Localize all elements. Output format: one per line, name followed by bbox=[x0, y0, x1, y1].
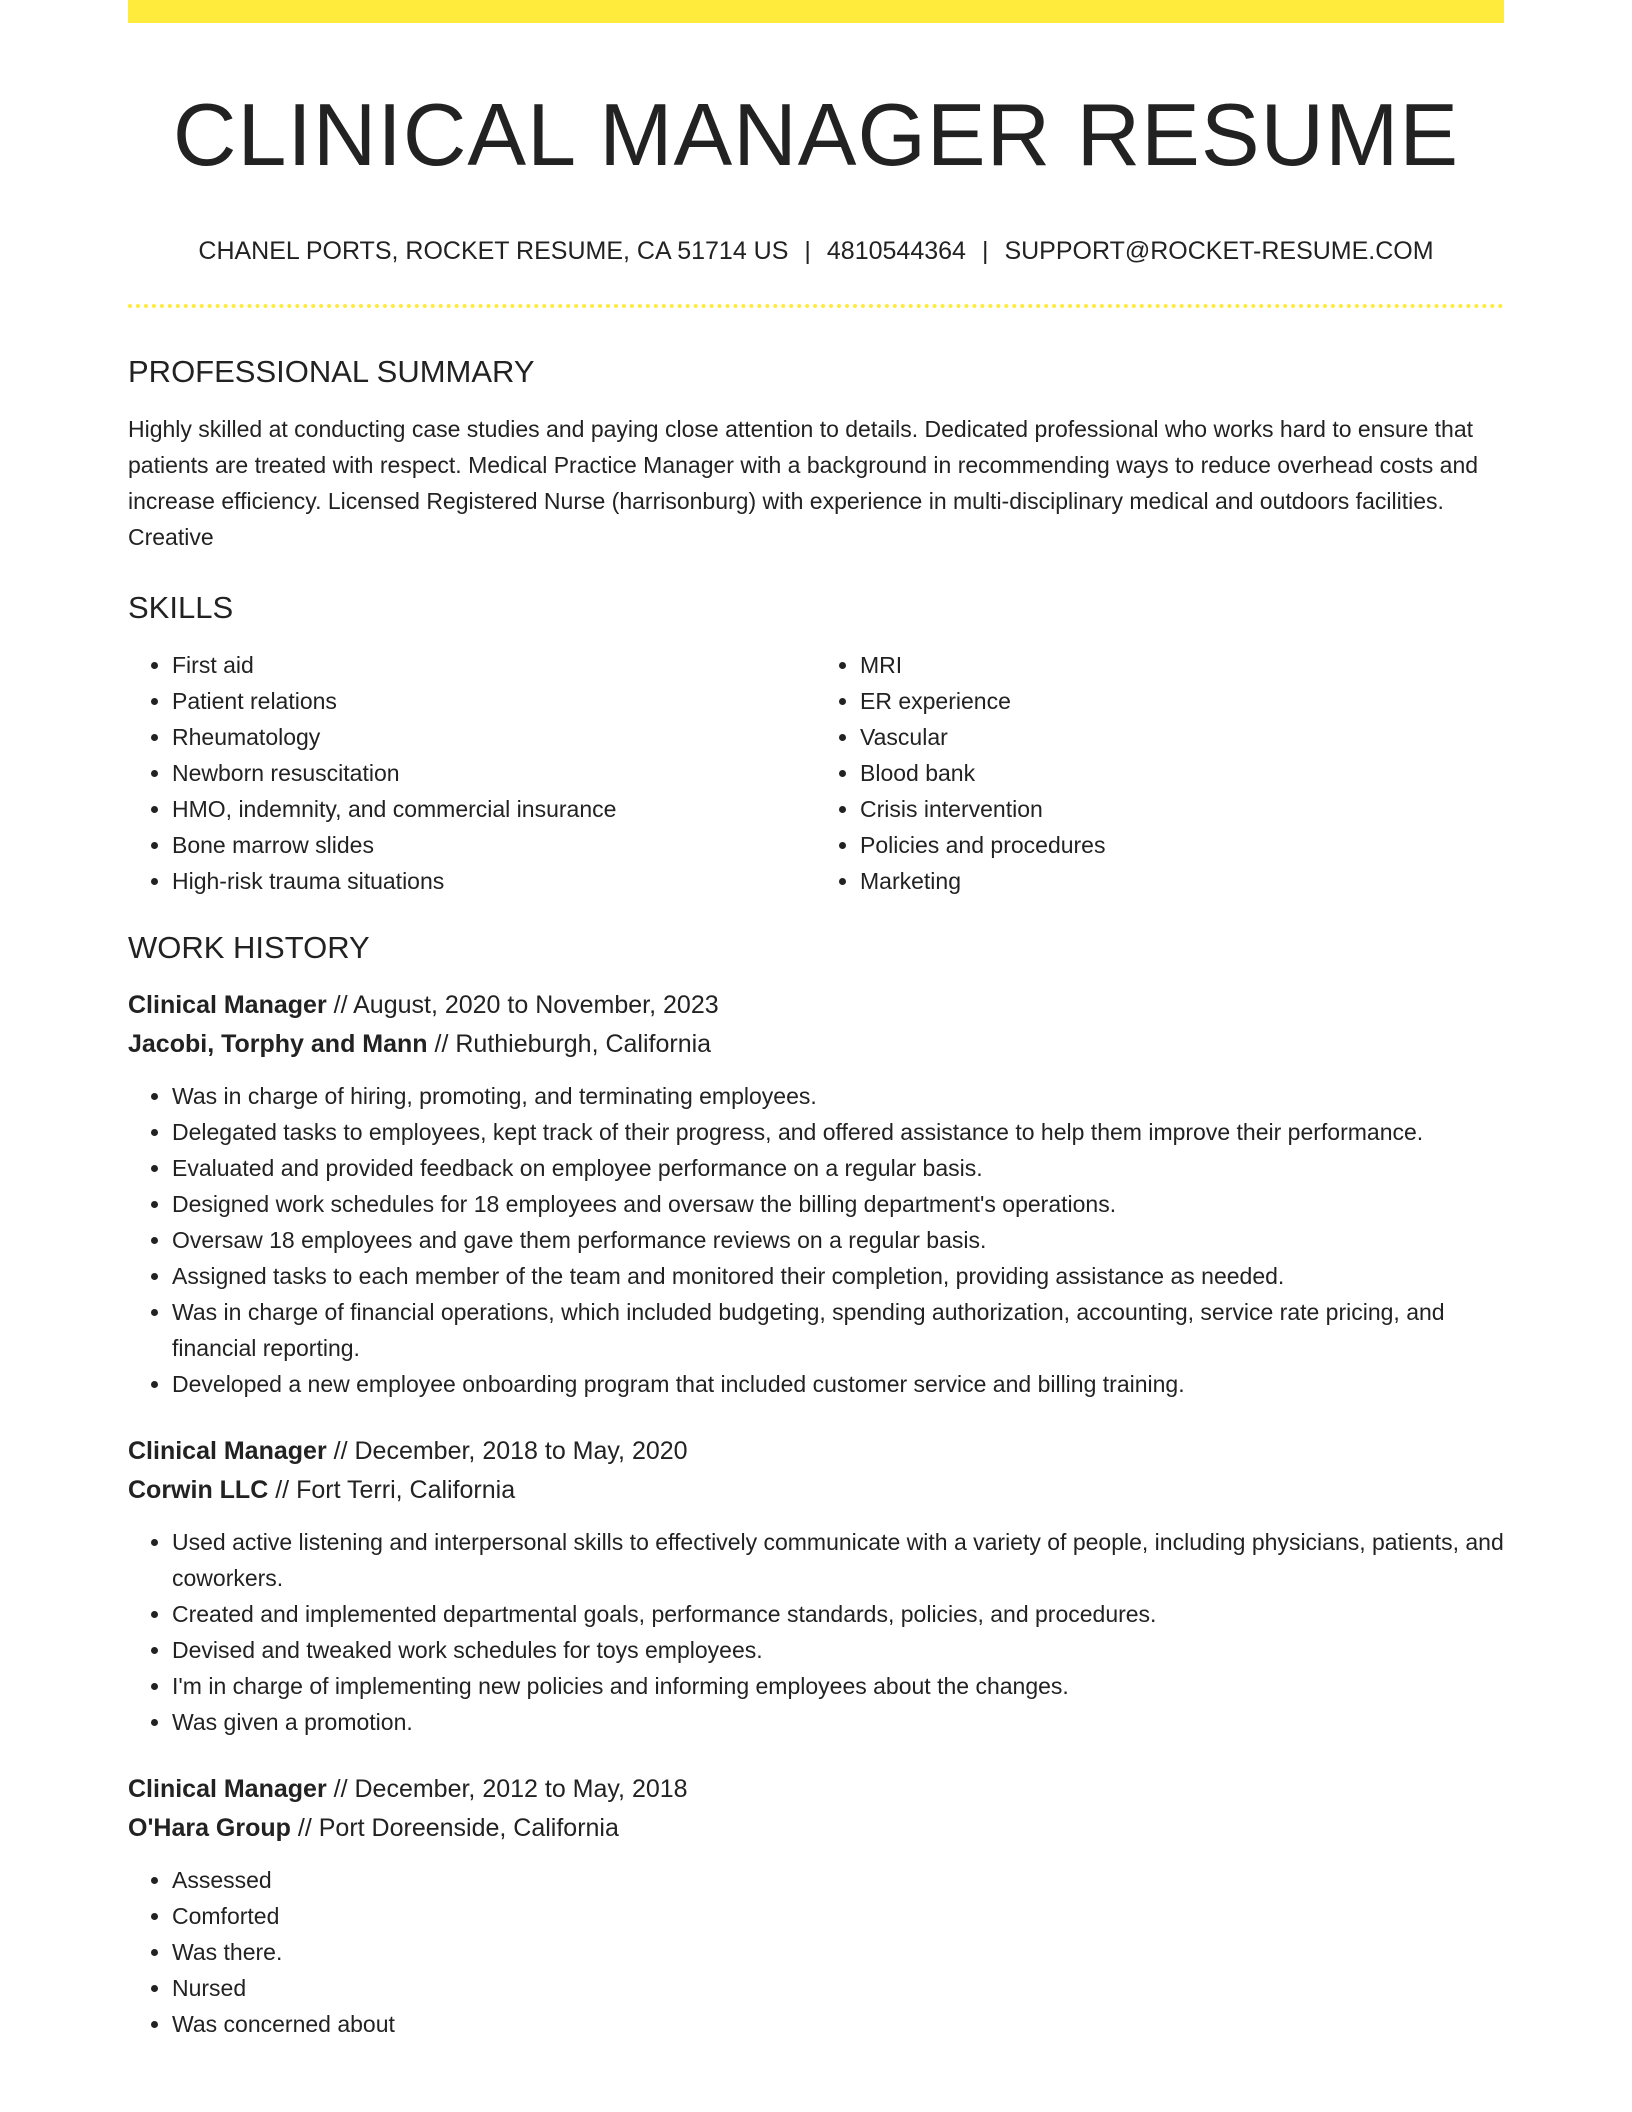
job-title: Clinical Manager bbox=[128, 991, 327, 1020]
job-duties bbox=[128, 1524, 1504, 1740]
skill-item: • Policies and procedures bbox=[860, 827, 1504, 863]
job-dates: December, 2012 to May, 2018 bbox=[354, 1775, 688, 1804]
duty-item: • Nursed bbox=[172, 1970, 1504, 2006]
job-title-line bbox=[128, 986, 1504, 1025]
separator: // bbox=[333, 1437, 348, 1466]
separator: // bbox=[434, 1030, 449, 1059]
job-dates: December, 2018 to May, 2020 bbox=[354, 1437, 688, 1466]
duty-item: • Delegated tasks to employees, kept track of their progress, and offered assistance to help them improve their performance. bbox=[172, 1114, 1504, 1150]
job-location: Ruthieburgh, California bbox=[455, 1030, 712, 1059]
job-company-line bbox=[128, 1809, 1504, 1848]
dotted-divider bbox=[128, 304, 1504, 308]
skill-item: • Crisis intervention bbox=[860, 791, 1504, 827]
resume-page bbox=[128, 0, 1504, 2042]
duty-item: • Developed a new employee onboarding program that included customer service and billing training. bbox=[172, 1366, 1504, 1402]
skill-item: • Vascular bbox=[860, 719, 1504, 755]
skills-heading: SKILLS bbox=[128, 589, 234, 625]
job-entry bbox=[128, 986, 1504, 1402]
job-duties bbox=[128, 1078, 1504, 1402]
work-history-heading: WORK HISTORY bbox=[128, 929, 370, 965]
duty-item: • Assessed bbox=[172, 1862, 1504, 1898]
summary-heading: PROFESSIONAL SUMMARY bbox=[128, 353, 535, 389]
job-company: O'Hara Group bbox=[128, 1814, 291, 1843]
duty-item: • Was there. bbox=[172, 1934, 1504, 1970]
duty-item: • Was in charge of financial operations, which included budgeting, spending authorization, accounting, service rate pricing, and financial reporting. bbox=[172, 1294, 1504, 1366]
duty-item: • I'm in charge of implementing new policies and informing employees about the changes. bbox=[172, 1668, 1504, 1704]
duty-item: • Oversaw 18 employees and gave them performance reviews on a regular basis. bbox=[172, 1222, 1504, 1258]
job-entry bbox=[128, 1770, 1504, 2042]
job-company-line bbox=[128, 1025, 1504, 1064]
job-company-line bbox=[128, 1471, 1504, 1510]
separator: // bbox=[333, 991, 348, 1020]
duty-item: • Comforted bbox=[172, 1898, 1504, 1934]
separator: // bbox=[333, 1775, 348, 1804]
skills-list-left bbox=[128, 647, 816, 899]
duty-item: • Designed work schedules for 18 employees and oversaw the billing department's operations. bbox=[172, 1186, 1504, 1222]
skills-list-right bbox=[816, 647, 1504, 899]
accent-bar bbox=[128, 0, 1504, 23]
contact-email: SUPPORT@ROCKET-RESUME.COM bbox=[1004, 236, 1434, 265]
job-title: Clinical Manager bbox=[128, 1437, 327, 1466]
duty-item: • Used active listening and interpersonal skills to effectively communicate with a variety of people, including physicians, patients, and coworkers. bbox=[172, 1524, 1504, 1596]
job-company: Jacobi, Torphy and Mann bbox=[128, 1030, 428, 1059]
job-entry bbox=[128, 1432, 1504, 1740]
skill-item: • First aid bbox=[172, 647, 816, 683]
skill-item: • Marketing bbox=[860, 863, 1504, 899]
skill-item: • Patient relations bbox=[172, 683, 816, 719]
job-location: Port Doreenside, California bbox=[318, 1814, 619, 1843]
page-title: CLINICAL MANAGER RESUME bbox=[172, 85, 1460, 184]
job-company: Corwin LLC bbox=[128, 1476, 269, 1505]
job-title-line bbox=[128, 1432, 1504, 1471]
duty-item: • Was concerned about bbox=[172, 2006, 1504, 2042]
skills-grid bbox=[128, 647, 1504, 899]
summary-text: Highly skilled at conducting case studies and paying close attention to details. Dedicated professional who works hard to ensure that patients are treated with respect. Medical Practice Manager with a background in recommending ways to reduce overhead costs and increase efficiency. Licensed Registered Nurse (harrisonburg) with experience in multi-disciplinary medical and outdoors facilities. Creative bbox=[128, 415, 1479, 550]
job-location: Fort Terri, California bbox=[296, 1476, 516, 1505]
skill-item: • ER experience bbox=[860, 683, 1504, 719]
duty-item: • Was given a promotion. bbox=[172, 1704, 1504, 1740]
skill-item: • Bone marrow slides bbox=[172, 827, 816, 863]
contact-separator: | bbox=[981, 236, 989, 265]
duty-item: • Evaluated and provided feedback on employee performance on a regular basis. bbox=[172, 1150, 1504, 1186]
duty-item: • Devised and tweaked work schedules for toys employees. bbox=[172, 1632, 1504, 1668]
skill-item: • Blood bank bbox=[860, 755, 1504, 791]
job-title-line bbox=[128, 1770, 1504, 1809]
job-dates: August, 2020 to November, 2023 bbox=[353, 991, 719, 1020]
separator: // bbox=[275, 1476, 290, 1505]
job-title: Clinical Manager bbox=[128, 1775, 327, 1804]
duty-item: • Created and implemented departmental goals, performance standards, policies, and procedures. bbox=[172, 1596, 1504, 1632]
duty-item: • Assigned tasks to each member of the team and monitored their completion, providing assistance as needed. bbox=[172, 1258, 1504, 1294]
skill-item: • MRI bbox=[860, 647, 1504, 683]
duty-item: • Was in charge of hiring, promoting, and terminating employees. bbox=[172, 1078, 1504, 1114]
skill-item: • Newborn resuscitation bbox=[172, 755, 816, 791]
separator: // bbox=[297, 1814, 312, 1843]
skill-item: • High-risk trauma situations bbox=[172, 863, 816, 899]
contact-phone: 4810544364 bbox=[826, 236, 966, 265]
skill-item: • HMO, indemnity, and commercial insurance bbox=[172, 791, 816, 827]
contact-separator: | bbox=[804, 236, 811, 265]
contact-address: CHANEL PORTS, ROCKET RESUME, CA 51714 US bbox=[198, 236, 789, 265]
contact-line bbox=[128, 236, 1504, 266]
skill-item: • Rheumatology bbox=[172, 719, 816, 755]
job-duties bbox=[128, 1862, 1504, 2042]
